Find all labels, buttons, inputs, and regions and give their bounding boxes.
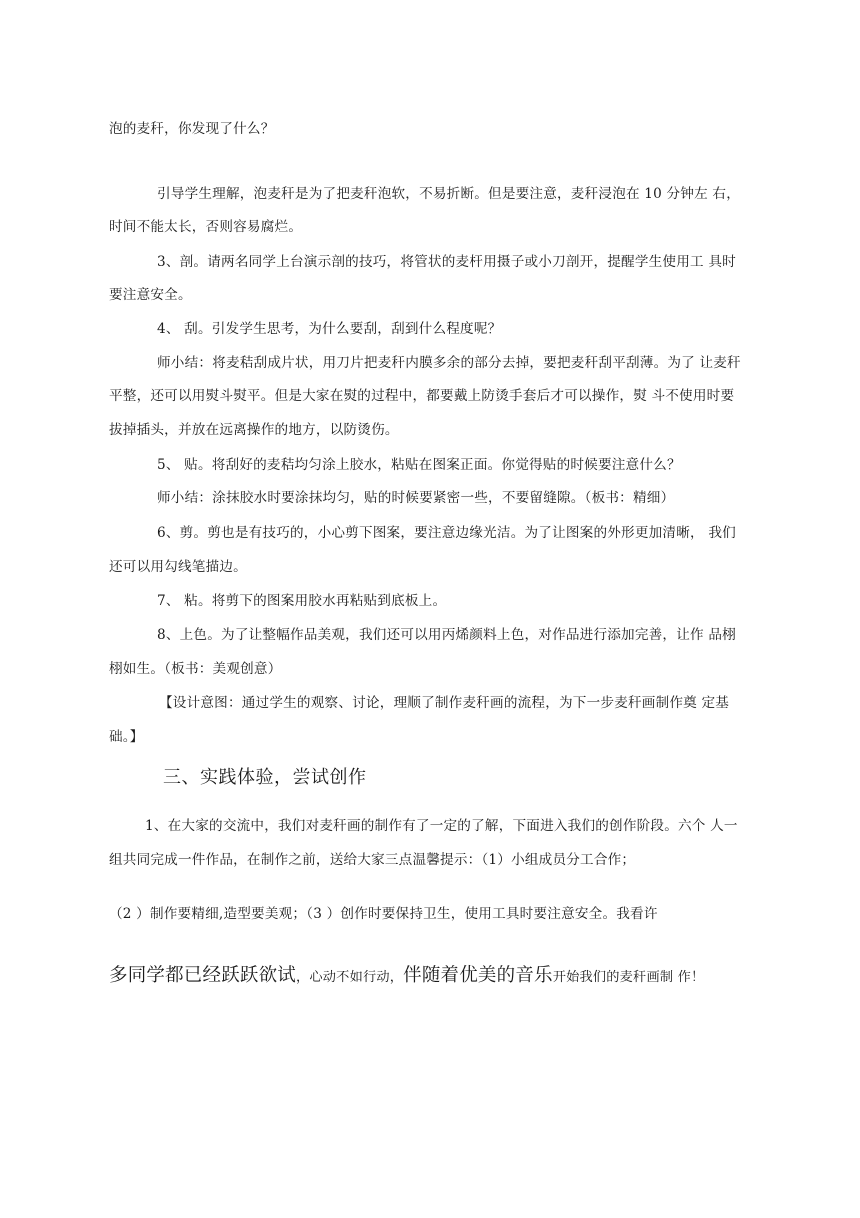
text-run: 多同学都已经跃跃欲试 xyxy=(109,965,297,986)
text-line: 师小结：将麦秸刮成片状，用刀片把麦秆内膜多余的部分去掉，要把麦秆刮平刮薄。为了 让麦秆 xyxy=(157,355,741,371)
text-run: 伴随着优美的音乐 xyxy=(403,965,553,986)
design-intent-line: 础。】 xyxy=(109,729,144,745)
text-line: 5、 贴。将刮好的麦秸均匀涂上胶水，粘贴在图案正面。你觉得贴的时候要注意什么？ xyxy=(157,457,681,473)
text-line: 组共同完成一件作品，在制作之前，送给大家三点温馨提示：（1）小组成员分工合作； xyxy=(109,852,636,868)
text-line: 拔掉插头，并放在远离操作的地方，以防烫伤。 xyxy=(109,422,399,438)
text-line: 引导学生理解，泡麦秆是为了把麦秆泡软，不易折断。但是要注意，麦秆浸泡在 10 分钟左 右， xyxy=(157,186,741,202)
text-run: ，心动不如行动， xyxy=(296,970,404,985)
text-line: 平整，还可以用熨斗熨平。但是大家在熨的过程中，都要戴上防烫手套后才可以操作，熨 斗不使用时要 xyxy=(109,388,735,404)
text-line: （2 ）制作要精细,造型要美观；（3 ）创作时要保持卫生，使用工具时要注意安全。我看许 xyxy=(109,906,658,922)
text-line-mixed xyxy=(109,963,704,989)
text-line: 1、在大家的交流中，我们对麦秆画的制作有了一定的了解，下面进入我们的创作阶段。六个 人一 xyxy=(145,818,738,834)
text-line: 7、 粘。将剪下的图案用胶水再粘贴到底板上。 xyxy=(157,593,447,609)
text-line: 师小结：涂抹胶水时要涂抹均匀，贴的时候要紧密一些，不要留缝隙。（板书：精细） xyxy=(157,490,675,506)
section-heading: 三、实践体验，尝试创作 xyxy=(163,767,367,788)
text-line: 时间不能太长，否则容易腐烂。 xyxy=(109,219,303,235)
text-line: 要注意安全。 xyxy=(109,287,192,303)
design-intent-line: 【设计意图：通过学生的观察、讨论，理顺了制作麦秆画的流程，为下一步麦秆画制作奠 定基 xyxy=(159,695,730,711)
text-line: 8、上色。为了让整幅作品美观，我们还可以用丙烯颜料上色，对作品进行添加完善，让作 品栩 xyxy=(157,627,736,643)
text-line: 3、剖。请两名同学上台演示剖的技巧，将管状的麦杆用摄子或小刀剖开，提醒学生使用工 具时 xyxy=(157,254,736,270)
text-run: 开始我们的麦秆画制 作！ xyxy=(552,970,705,985)
text-line: 栩如生。（板书：美观创意） xyxy=(109,661,282,677)
text-line: 6、剪。剪也是有技巧的，小心剪下图案，要注意边缘光洁。为了让图案的外形更加清晰， 我们 xyxy=(157,525,736,541)
text-line: 4、 刮。引发学生思考，为什么要刮，刮到什么程度呢？ xyxy=(157,321,502,337)
text-line: 泡的麦秆，你发现了什么？ xyxy=(109,121,275,137)
text-line: 还可以用勾线笔描边。 xyxy=(109,559,247,575)
